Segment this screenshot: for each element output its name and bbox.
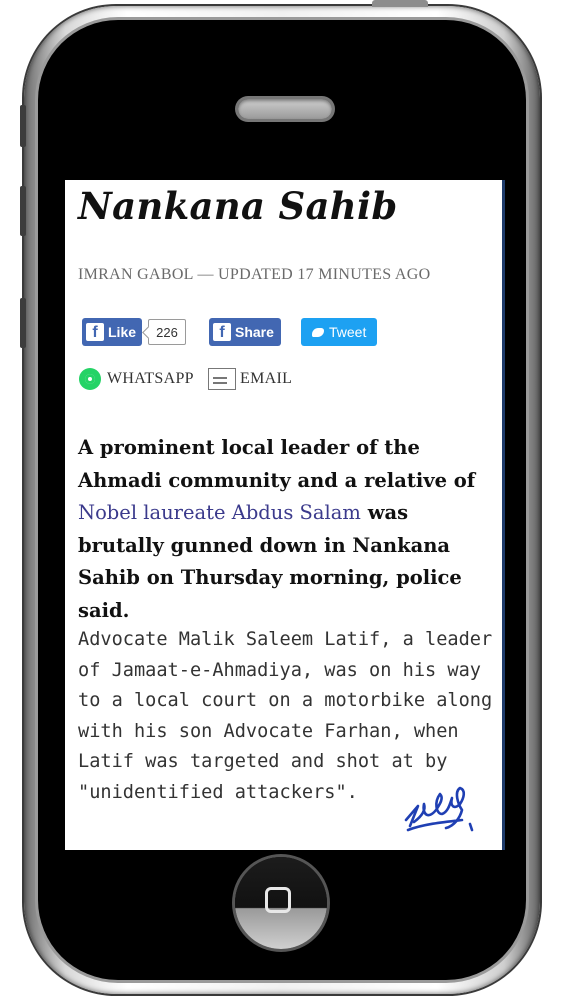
email-share-link[interactable] — [208, 368, 292, 390]
facebook-like-button[interactable] — [82, 318, 142, 346]
screen — [65, 180, 505, 850]
byline: IMRAN GABOL — UPDATED 17 MINUTES AGO — [78, 266, 431, 283]
whatsapp-icon — [79, 368, 101, 390]
mute-switch[interactable] — [20, 105, 26, 147]
tweet-button[interactable] — [301, 318, 377, 346]
whatsapp-label: WHATSAPP — [107, 370, 194, 387]
article-body-paragraph: Advocate Malik Saleem Latif, a leader of Jamaat-e-Ahmadiya, was on his way to a local court on a motorbike along with his son Advocate Farhan, when Latif was targeted and shot at by "unidentified attackers". — [78, 629, 493, 803]
share-label: Share — [235, 324, 274, 340]
page-title: Nankana Sahib — [78, 184, 398, 228]
home-button[interactable] — [235, 857, 327, 949]
like-count-badge: 226 — [148, 319, 186, 345]
volume-down-button[interactable] — [20, 298, 26, 348]
power-button[interactable] — [372, 0, 428, 7]
nobel-laureate-link[interactable]: Nobel laureate Abdus Salam — [78, 501, 361, 524]
earpiece-speaker — [238, 99, 332, 119]
home-button-icon — [265, 887, 291, 913]
signature-watermark — [400, 780, 480, 840]
article-lede — [78, 432, 498, 627]
email-icon — [208, 368, 236, 390]
email-label: EMAIL — [240, 370, 293, 387]
lede-text-end: was brutally gunned down in Nankana Sahib on Thursday morning, police said. — [78, 501, 462, 622]
whatsapp-share-link[interactable] — [79, 368, 194, 390]
lede-text-start: A prominent local leader of the Ahmadi community and a relative of — [78, 436, 476, 492]
facebook-icon: f — [86, 323, 104, 341]
twitter-bird-icon — [311, 326, 325, 338]
facebook-icon: f — [213, 323, 231, 341]
volume-up-button[interactable] — [20, 186, 26, 236]
facebook-share-button[interactable] — [209, 318, 281, 346]
tweet-label: Tweet — [329, 324, 367, 340]
like-label: Like — [108, 324, 137, 340]
